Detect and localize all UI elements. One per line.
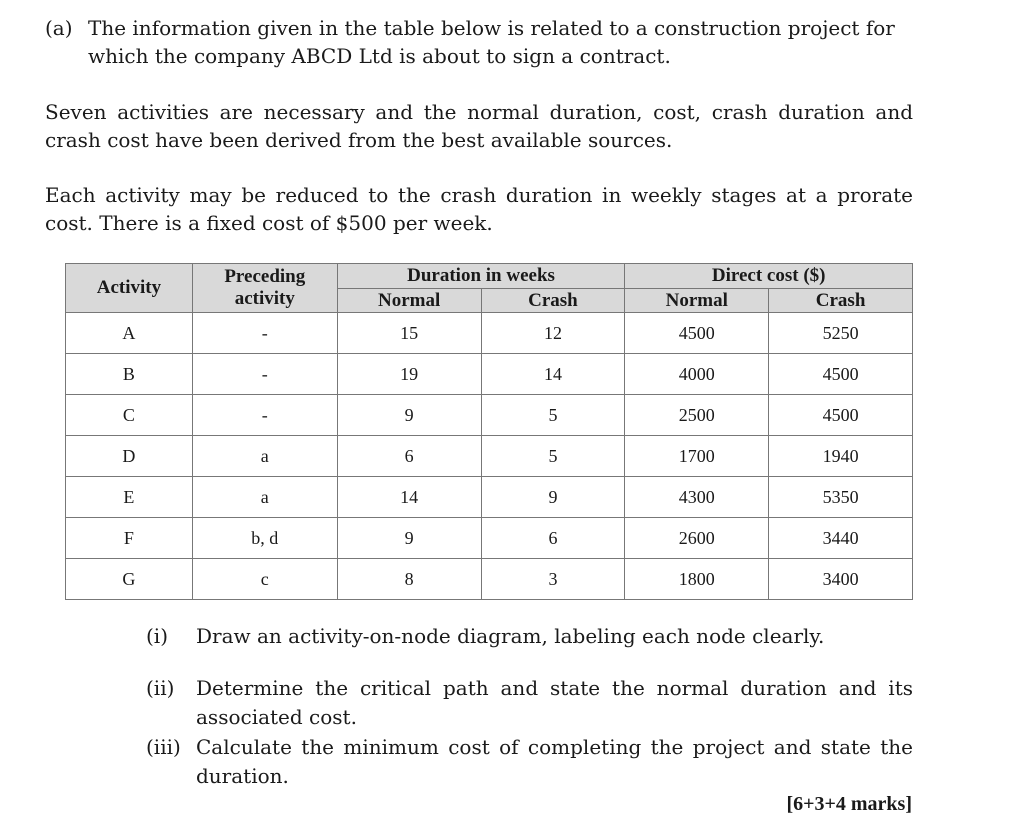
cell-cost-crash: 5350 [769, 477, 913, 518]
cell-duration-crash: 9 [481, 477, 625, 518]
header-duration-normal: Normal [337, 289, 481, 313]
cell-cost-crash: 3440 [769, 518, 913, 559]
table-row [66, 518, 913, 559]
table-row [66, 395, 913, 436]
cell-duration-normal: 8 [337, 559, 481, 600]
header-duration: Duration in weeks [337, 264, 625, 289]
cell-cost-normal: 4000 [625, 354, 769, 395]
cell-duration-crash: 5 [481, 395, 625, 436]
paragraph-activities: Seven activities are necessary and the normal duration, cost, crash duration and crash cost have been derived from the best available sources. [45, 100, 913, 152]
cell-activity: C [66, 395, 193, 436]
cell-cost-normal: 4500 [625, 313, 769, 354]
cell-cost-crash: 3400 [769, 559, 913, 600]
cell-activity: F [66, 518, 193, 559]
activity-table [65, 263, 913, 600]
question-a [45, 14, 915, 70]
cell-cost-normal: 2500 [625, 395, 769, 436]
cell-duration-normal: 6 [337, 436, 481, 477]
cell-activity: A [66, 313, 193, 354]
subquestion-number: (ii) [146, 676, 175, 700]
header-preceding: Preceding activity [192, 264, 337, 313]
header-cost-normal: Normal [625, 289, 769, 313]
header-duration-crash: Crash [481, 289, 625, 313]
header-activity: Activity [66, 264, 193, 313]
cell-duration-normal: 14 [337, 477, 481, 518]
cell-preceding: a [192, 436, 337, 477]
cell-duration-crash: 14 [481, 354, 625, 395]
table-row [66, 354, 913, 395]
cell-cost-normal: 1800 [625, 559, 769, 600]
cell-activity: G [66, 559, 193, 600]
question-label: (a) [45, 16, 73, 40]
cell-preceding: - [192, 313, 337, 354]
cell-cost-normal: 4300 [625, 477, 769, 518]
cell-duration-normal: 15 [337, 313, 481, 354]
cell-cost-crash: 5250 [769, 313, 913, 354]
cell-preceding: b, d [192, 518, 337, 559]
subquestion-text: Calculate the minimum cost of completing the project and state the duration. [196, 735, 913, 788]
subquestion-text: Draw an activity-on-node diagram, labeling each node clearly. [196, 624, 825, 648]
cell-cost-crash: 4500 [769, 354, 913, 395]
table-row [66, 477, 913, 518]
paragraph-crash-rule: Each activity may be reduced to the crash duration in weekly stages at a prorate cost. There is a fixed cost of $500 per week. [45, 183, 913, 235]
cell-cost-normal: 1700 [625, 436, 769, 477]
table-row [66, 559, 913, 600]
cell-duration-normal: 9 [337, 395, 481, 436]
cell-preceding: a [192, 477, 337, 518]
cell-preceding: - [192, 354, 337, 395]
question-intro: The information given in the table below is related to a construction project for which the company ABCD Ltd is about to sign a contract. [88, 16, 895, 68]
cell-activity: B [66, 354, 193, 395]
cell-duration-crash: 5 [481, 436, 625, 477]
cell-cost-crash: 4500 [769, 395, 913, 436]
table-row [66, 313, 913, 354]
table-row [66, 436, 913, 477]
cell-duration-crash: 3 [481, 559, 625, 600]
subquestion-number: (iii) [146, 735, 181, 759]
cell-duration-crash: 12 [481, 313, 625, 354]
cell-duration-normal: 9 [337, 518, 481, 559]
subquestion-text: Determine the critical path and state the normal duration and its associated cost. [196, 676, 913, 729]
header-cost-crash: Crash [769, 289, 913, 313]
cell-activity: D [66, 436, 193, 477]
cell-activity: E [66, 477, 193, 518]
header-direct-cost: Direct cost ($) [625, 264, 913, 289]
cell-cost-normal: 2600 [625, 518, 769, 559]
cell-duration-crash: 6 [481, 518, 625, 559]
cell-duration-normal: 19 [337, 354, 481, 395]
cell-cost-crash: 1940 [769, 436, 913, 477]
cell-preceding: - [192, 395, 337, 436]
subquestion-number: (i) [146, 624, 169, 648]
marks-allocation: [6+3+4 marks] [786, 793, 912, 815]
cell-preceding: c [192, 559, 337, 600]
